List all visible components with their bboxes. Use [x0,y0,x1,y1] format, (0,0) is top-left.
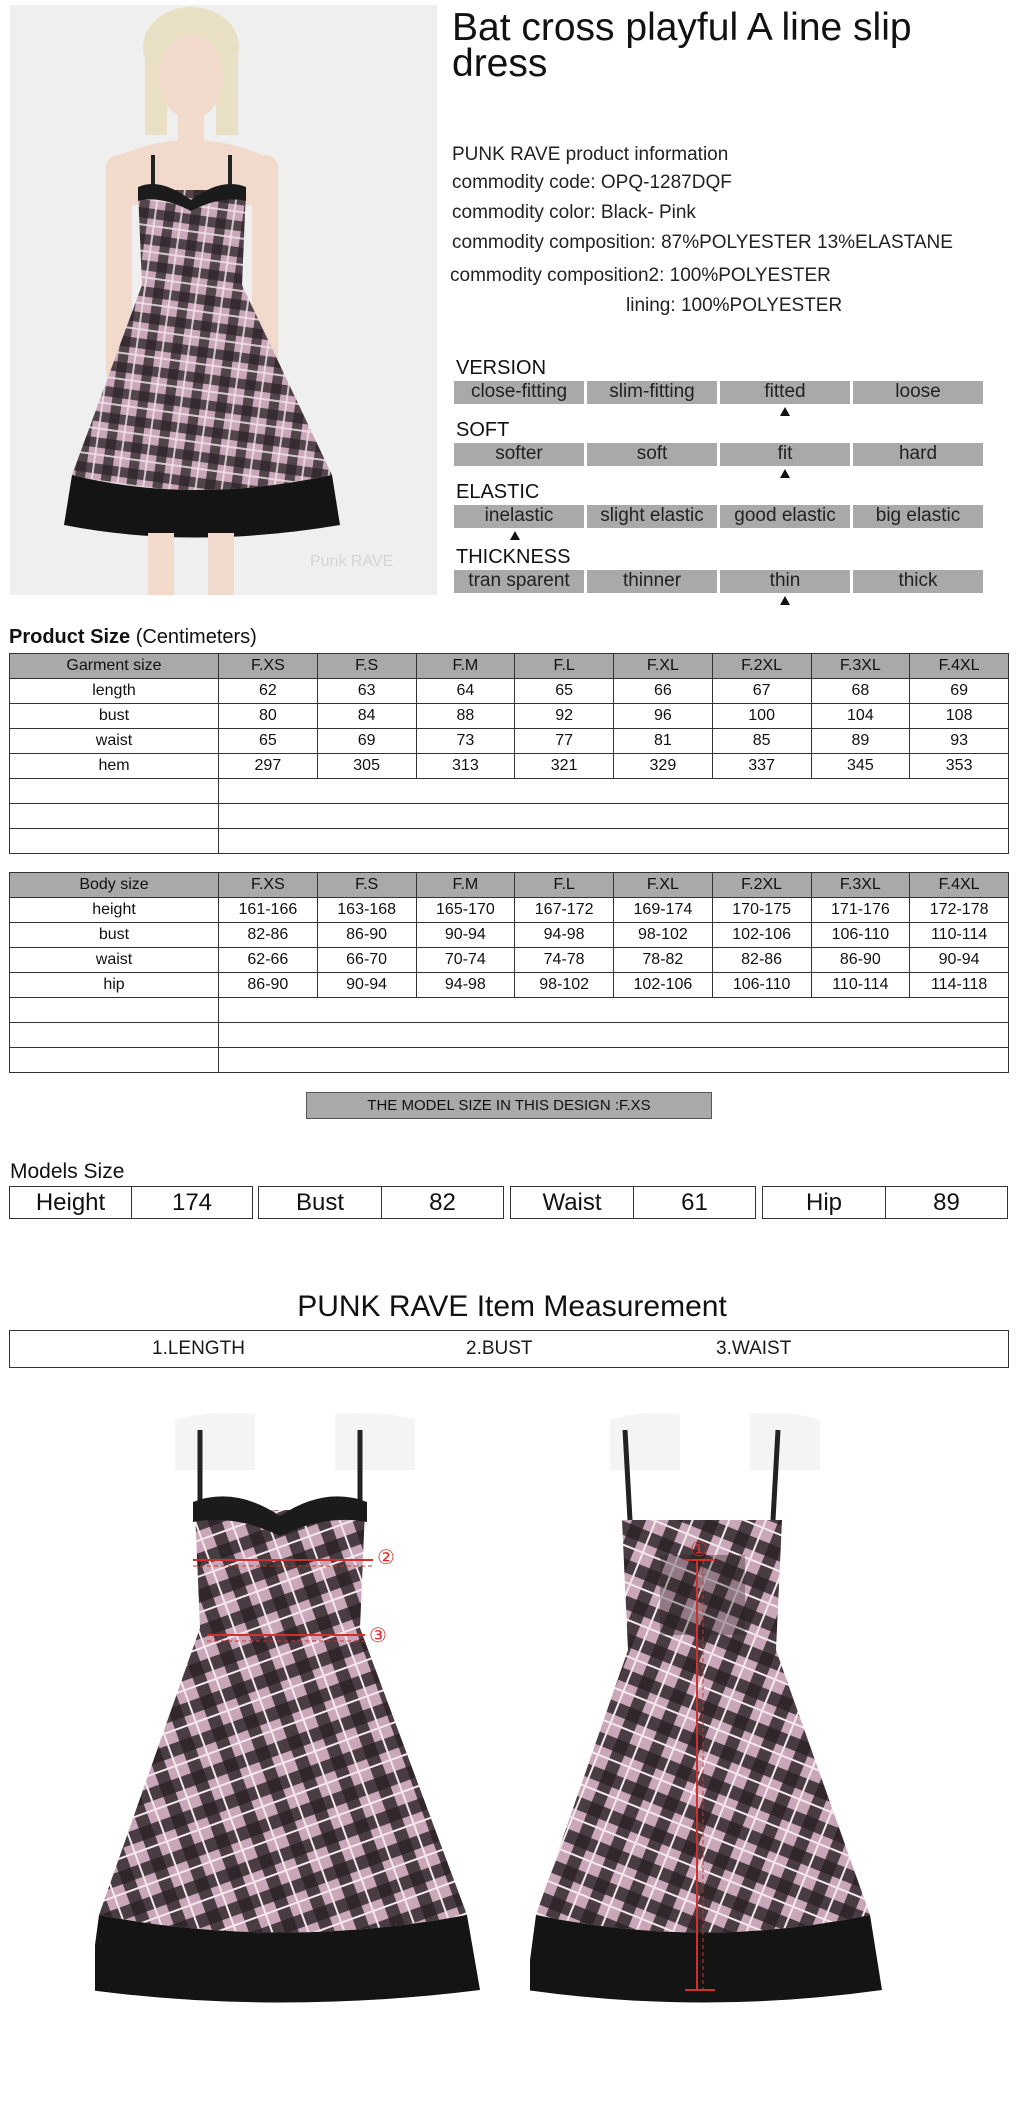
table-row [10,948,1009,973]
table-cell: 96 [614,704,713,729]
table-cell: 321 [515,754,614,779]
model-measure-label: Height [10,1187,132,1218]
table-header-cell: F.XL [614,873,713,898]
table-header-cell: F.S [317,873,416,898]
table-cell: 69 [317,729,416,754]
watermark: Punk RAVE [310,553,394,570]
table-row-empty [10,1048,1009,1073]
info-heading: PUNK RAVE product information [452,144,729,165]
table-cell: 161-166 [219,898,318,923]
table-header-cell: F.XS [219,873,318,898]
table-cell: 90-94 [416,923,515,948]
info-label: commodity color: [452,202,596,223]
table-cell: 63 [317,679,416,704]
model-measure-bust [258,1186,504,1219]
table-row [10,898,1009,923]
table-cell: 70-74 [416,948,515,973]
table-cell: 89 [811,729,910,754]
table-cell: 69 [910,679,1009,704]
measure-marker-3: ③ [369,1623,387,1647]
table-header-row [10,654,1009,679]
attr-option-selected: inelastic [454,505,584,528]
measure-marker-1: ① [690,1537,708,1561]
table-cell: 73 [416,729,515,754]
table-header-row [10,873,1009,898]
table-cell: 313 [416,754,515,779]
table-cell: waist [10,729,219,754]
table-header-cell: F.XL [614,654,713,679]
table-header-cell: F.L [515,654,614,679]
info-label: commodity code: [452,172,596,193]
info-label: lining: [626,295,676,316]
info-value: Black- Pink [600,202,696,223]
attr-option-selected: fit [720,443,850,466]
table-header-cell: F.L [515,873,614,898]
table-cell: 66-70 [317,948,416,973]
table-cell [10,998,219,1023]
model-measure-value: 82 [429,1189,456,1216]
table-header-cell: Body size [10,873,219,898]
table-cell: 66 [614,679,713,704]
table-cell: 171-176 [811,898,910,923]
table-cell: 74-78 [515,948,614,973]
garment-size-table [9,653,1009,854]
product-title: Bat cross playful A line slip dress [452,6,912,85]
attr-option: soft [587,443,717,466]
info-row-code [452,172,732,194]
table-cell: 106-110 [811,923,910,948]
model-measure-label: Bust [259,1187,382,1218]
table-row-empty [10,779,1009,804]
table-cell [219,829,1009,854]
info-row-composition [452,232,953,254]
models-size-title: Models Size [10,1160,125,1183]
table-cell: 98-102 [614,923,713,948]
attr-title: VERSION [456,357,547,379]
table-cell [10,1048,219,1073]
table-cell [10,1023,219,1048]
model-measure-hip [762,1186,1008,1219]
measurement-legend [9,1330,1009,1368]
table-cell: 108 [910,704,1009,729]
table-cell: 102-106 [614,973,713,998]
product-info [452,144,1012,324]
table-cell: 106-110 [712,973,811,998]
table-cell: 67 [712,679,811,704]
table-row [10,729,1009,754]
attr-title: SOFT [456,419,510,441]
table-cell: 64 [416,679,515,704]
table-header-cell: F.S [317,654,416,679]
table-row-empty [10,804,1009,829]
table-cell: 297 [219,754,318,779]
selected-marker-icon [780,469,790,478]
table-cell [219,998,1009,1023]
table-cell: 80 [219,704,318,729]
measurement-item: 1.LENGTH [152,1338,245,1359]
table-cell: 305 [317,754,416,779]
model-measure-value: 89 [933,1189,960,1216]
table-cell: 337 [712,754,811,779]
table-cell: 170-175 [712,898,811,923]
table-cell: 86-90 [317,923,416,948]
measurement-item: 2.BUST [466,1338,533,1359]
table-cell: 86-90 [811,948,910,973]
table-cell: 345 [811,754,910,779]
table-row-empty [10,1023,1009,1048]
table-cell [219,804,1009,829]
table-cell: 82-86 [712,948,811,973]
table-cell: 100 [712,704,811,729]
table-cell: height [10,898,219,923]
table-cell: 169-174 [614,898,713,923]
attr-title: ELASTIC [456,481,540,503]
table-cell: 78-82 [614,948,713,973]
body-size-table [9,872,1009,1073]
measurement-item: 3.WAIST [716,1338,792,1359]
table-row [10,754,1009,779]
table-cell: 84 [317,704,416,729]
selected-marker-icon [510,531,520,540]
dress-front-image [95,1410,495,2010]
table-header-cell: Garment size [10,654,219,679]
table-cell: 329 [614,754,713,779]
model-size-banner: THE MODEL SIZE IN THIS DESIGN :F.XS [306,1092,712,1119]
product-size-label: Product Size [9,626,131,648]
selected-marker-icon [780,596,790,605]
table-row-empty [10,829,1009,854]
info-row-lining [626,295,842,317]
table-cell: 65 [515,679,614,704]
table-cell: 90-94 [910,948,1009,973]
attr-option: big elastic [853,505,983,528]
table-header-cell: F.4XL [910,873,1009,898]
table-cell: 165-170 [416,898,515,923]
attr-option: thick [853,570,983,593]
table-cell [10,779,219,804]
table-row [10,973,1009,998]
table-row-empty [10,998,1009,1023]
info-label: commodity composition2: [450,265,665,286]
table-header-cell: F.3XL [811,654,910,679]
measure-marker-2: ② [377,1545,395,1569]
table-cell: 82-86 [219,923,318,948]
table-header-cell: F.3XL [811,873,910,898]
table-header-cell: F.XS [219,654,318,679]
attr-option-selected: thin [720,570,850,593]
table-cell: 104 [811,704,910,729]
info-row-composition2 [450,265,831,287]
table-cell [10,829,219,854]
table-row [10,704,1009,729]
table-cell: 110-114 [811,973,910,998]
info-value: 100%POLYESTER [680,295,843,316]
info-value: OPQ-1287DQF [600,172,732,193]
table-cell: waist [10,948,219,973]
product-size-title [9,626,257,649]
table-cell: bust [10,704,219,729]
attr-option-selected: fitted [720,381,850,404]
table-cell: 94-98 [515,923,614,948]
model-measure-value: 61 [681,1189,708,1216]
model-measure-label: Waist [511,1187,634,1218]
measurement-title: PUNK RAVE Item Measurement [297,1290,727,1323]
table-cell: length [10,679,219,704]
table-header-cell: F.M [416,873,515,898]
selected-marker-icon [780,407,790,416]
table-cell [10,804,219,829]
table-cell: 85 [712,729,811,754]
attr-option: hard [853,443,983,466]
table-cell: 77 [515,729,614,754]
table-cell: 163-168 [317,898,416,923]
attr-option: slight elastic [587,505,717,528]
table-cell: 62 [219,679,318,704]
table-cell: 353 [910,754,1009,779]
info-value: 87%POLYESTER 13%ELASTANE [661,232,953,253]
table-cell: 86-90 [219,973,318,998]
info-row-color [452,202,696,224]
attr-option: loose [853,381,983,404]
table-cell: 102-106 [712,923,811,948]
attr-option: tran sparent [454,570,584,593]
table-row [10,679,1009,704]
table-cell: 94-98 [416,973,515,998]
info-value: 100%POLYESTER [669,265,831,286]
table-cell: 172-178 [910,898,1009,923]
table-cell: hem [10,754,219,779]
table-cell: 90-94 [317,973,416,998]
attr-option: close-fitting [454,381,584,404]
table-cell: 68 [811,679,910,704]
table-cell: 65 [219,729,318,754]
table-header-cell: F.M [416,654,515,679]
product-photo-model [10,5,437,595]
attr-option: good elastic [720,505,850,528]
table-row [10,923,1009,948]
model-measure-height [9,1186,253,1219]
model-measure-label: Hip [763,1187,886,1218]
table-cell [219,1023,1009,1048]
table-cell: 88 [416,704,515,729]
attr-title: THICKNESS [456,546,571,568]
model-measure-value: 174 [171,1189,213,1216]
info-label: commodity composition: [452,232,656,253]
table-cell [219,1048,1009,1073]
table-cell: 62-66 [219,948,318,973]
attr-option: softer [454,443,584,466]
model-measure-waist [510,1186,756,1219]
table-cell: bust [10,923,219,948]
dress-back-image [530,1410,900,2010]
table-cell: 92 [515,704,614,729]
table-cell [219,779,1009,804]
table-header-cell: F.4XL [910,654,1009,679]
table-cell: hip [10,973,219,998]
table-cell: 81 [614,729,713,754]
table-cell: 114-118 [910,973,1009,998]
attr-option: slim-fitting [587,381,717,404]
product-size-unit: (Centimeters) [135,626,257,648]
table-header-cell: F.2XL [712,654,811,679]
table-cell: 167-172 [515,898,614,923]
table-cell: 98-102 [515,973,614,998]
table-cell: 93 [910,729,1009,754]
table-header-cell: F.2XL [712,873,811,898]
attr-option: thinner [587,570,717,593]
table-cell: 110-114 [910,923,1009,948]
